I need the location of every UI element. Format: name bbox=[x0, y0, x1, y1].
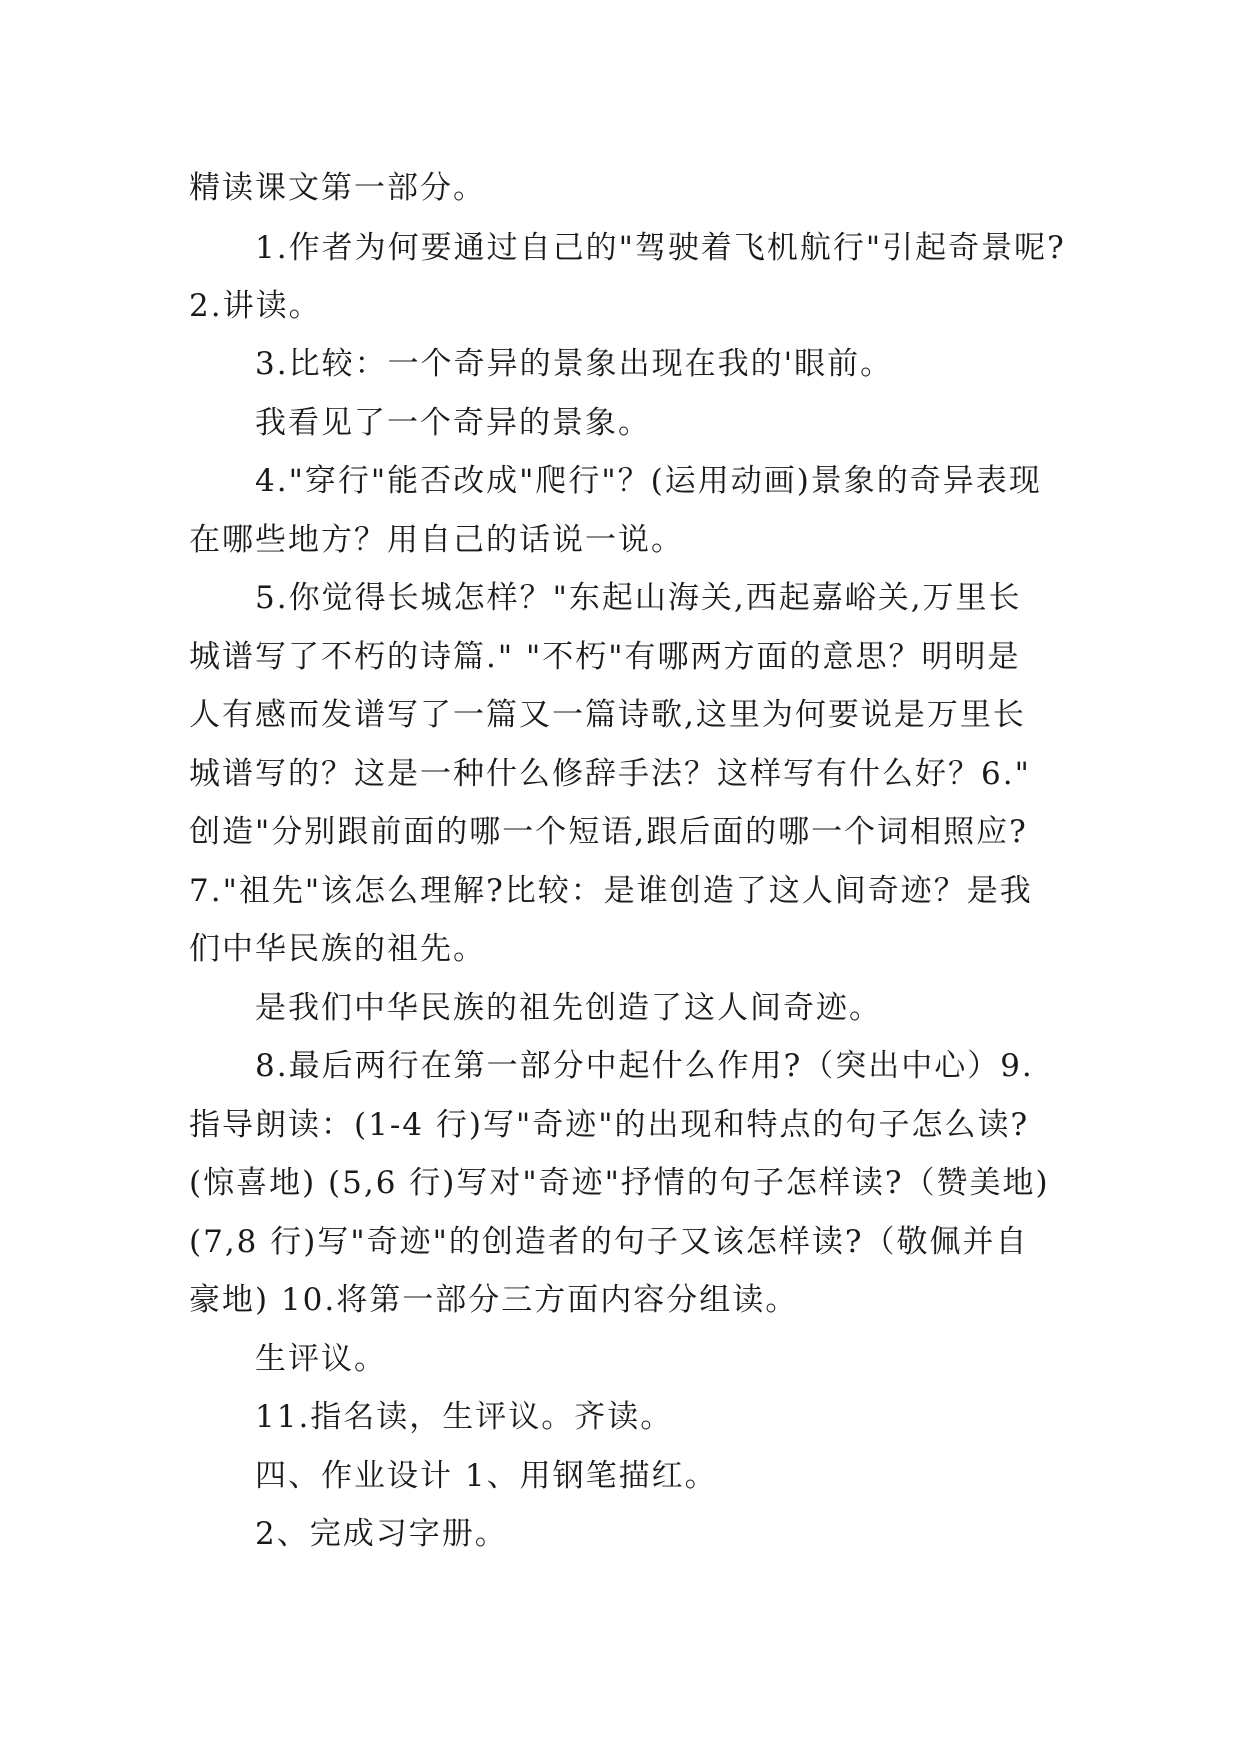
paragraph-line: 5.你觉得长城怎样？"东起山海关,西起嘉峪关,万里长 bbox=[255, 580, 1022, 616]
paragraph-line: 11.指名读，生评议。齐读。 bbox=[255, 1399, 674, 1435]
paragraph-line: 我看见了一个奇异的景象。 bbox=[255, 405, 651, 441]
paragraph-line: 是我们中华民族的祖先创造了这人间奇迹。 bbox=[255, 990, 882, 1026]
paragraph-line: 城谱写的？这是一种什么修辞手法？这样写有什么好？6." bbox=[189, 756, 1031, 792]
paragraph-line: 2.讲读。 bbox=[189, 288, 322, 324]
paragraph-line: 人有感而发谱写了一篇又一篇诗歌,这里为何要说是万里长 bbox=[189, 697, 1026, 733]
paragraph-line: 4."穿行"能否改成"爬行"？(运用动画)景象的奇异表现 bbox=[255, 463, 1042, 499]
paragraph-line: 在哪些地方？用自己的话说一说。 bbox=[189, 522, 684, 558]
paragraph-line: 1.作者为何要通过自己的"驾驶着飞机航行"引起奇景呢? bbox=[255, 230, 1066, 266]
paragraph-line: 3.比较：一个奇异的景象出现在我的'眼前。 bbox=[255, 346, 894, 382]
paragraph-line: 精读课文第一部分。 bbox=[189, 170, 486, 206]
paragraph-line: 生评议。 bbox=[255, 1341, 387, 1377]
paragraph-line: (惊喜地) (5,6 行)写对"奇迹"抒情的句子怎样读?（赞美地) bbox=[189, 1165, 1050, 1201]
paragraph-line: 8.最后两行在第一部分中起什么作用?（突出中心）9. bbox=[255, 1048, 1034, 1084]
paragraph-line: 城谱写了不朽的诗篇." "不朽"有哪两方面的意思？明明是 bbox=[189, 639, 1021, 675]
paragraph-line: 豪地) 10.将第一部分三方面内容分组读。 bbox=[189, 1282, 799, 1318]
paragraph-line: 指导朗读：(1-4 行)写"奇迹"的出现和特点的句子怎么读? bbox=[189, 1107, 1030, 1143]
paragraph-line: 四、作业设计 1、用钢笔描红。 bbox=[255, 1458, 718, 1494]
paragraph-line: 创造"分别跟前面的哪一个短语,跟后面的哪一个词相照应? bbox=[189, 814, 1028, 850]
paragraph-line: 们中华民族的祖先。 bbox=[189, 931, 486, 967]
paragraph-line: 7."祖先"该怎么理解?比较：是谁创造了这人间奇迹？是我 bbox=[189, 873, 1033, 909]
paragraph-line: (7,8 行)写"奇迹"的创造者的句子又该怎样读?（敬佩并自 bbox=[189, 1224, 1029, 1260]
paragraph-line: 2、完成习字册。 bbox=[255, 1516, 508, 1552]
